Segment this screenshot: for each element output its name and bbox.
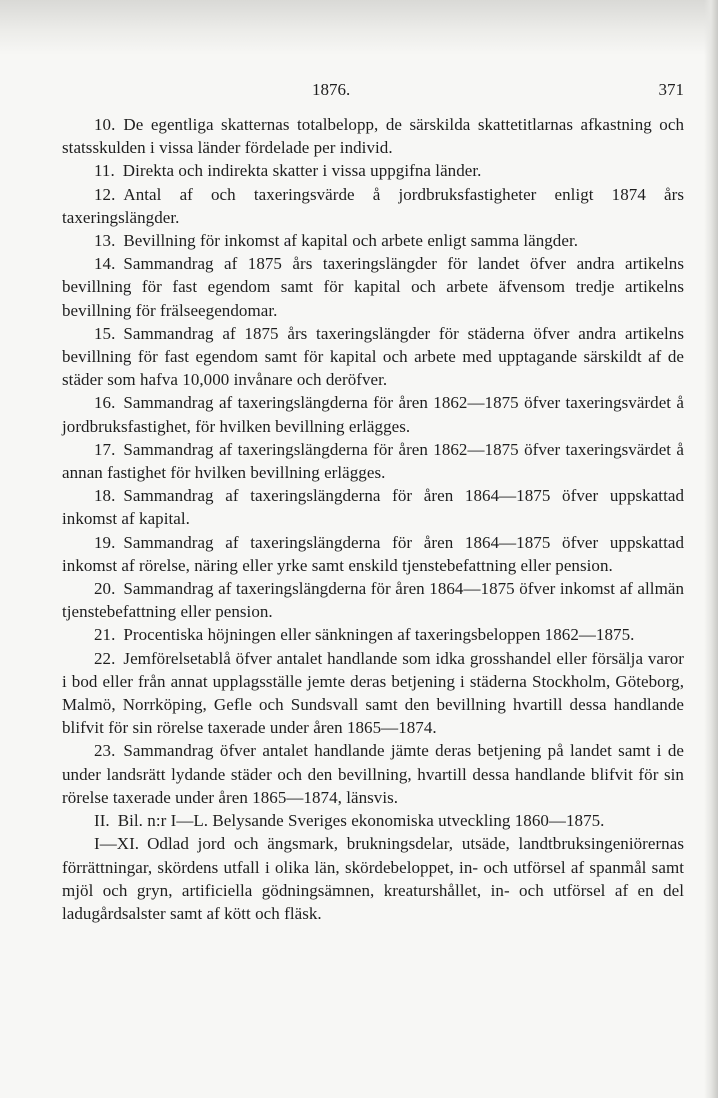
entry-number: 12. (94, 184, 116, 204)
entry-number: 15. (94, 323, 116, 343)
entry-text: Sammandrag af taxeringslängderna för åren 1862—1875 öfver taxeringsvärdet å jordbruksfastighet, för hvilken bevillning erlägges. (62, 393, 684, 436)
list-entry-14 (62, 252, 684, 322)
list-entry-13 (62, 229, 684, 252)
entry-text: Jemförelsetablå öfver antalet handlande som idka grosshandel eller försälja varor i bod eller från annat upplagsställe jemte deras betjening i städerna Stockholm, Göteborg, Malmö, Norrköping, Gefle och Sundsvall samt den bevillning hvartill dessa handlande blifvit för sin rörelse taxerade under åren 1865—1874. (62, 648, 684, 738)
entry-text: Sammandrag af taxeringslängderna för åren 1864—1875 öfver inkomst af allmän tjenstebefattning eller pension. (62, 579, 684, 622)
list-entry-20 (62, 577, 684, 623)
page-edge-shading-top (0, 0, 718, 55)
entry-number: 10. (94, 115, 116, 134)
entry-text: Procentiska höjningen eller sänkningen af taxeringsbeloppen 1862—1875. (123, 625, 635, 645)
entry-number: 19. (94, 532, 116, 552)
list-entry-23 (62, 739, 684, 809)
entry-text: Sammandrag af taxeringslängderna för åren 1864—1875 öfver uppskattad inkomst af rörelse, näring eller yrke samt enskild tjenstebefattning eller pension. (62, 532, 684, 575)
list-entry-22 (62, 647, 684, 740)
list-entry-19 (62, 531, 684, 577)
document-body (62, 113, 684, 925)
entry-number: 16. (94, 393, 116, 413)
section-entry-I-XI (62, 832, 684, 925)
list-entry-11 (62, 159, 684, 182)
list-entry-16 (62, 391, 684, 437)
entry-text: Bil. n:r I—L. Belysande Sveriges ekonomiska utveckling 1860—1875. (117, 811, 605, 831)
list-entry-10 (62, 113, 684, 159)
list-entry-17 (62, 438, 684, 484)
entry-text: Sammandrag af 1875 års taxeringslängder för landet öfver andra artikelns bevillning för fast egendom samt för kapital och arbete äfvensom tredje artikelns bevillning för frälseegendomar. (62, 254, 684, 320)
entry-text: Sammandrag af taxeringslängderna för åren 1862—1875 öfver taxeringsvärdet å annan fastighet för hvilken bevillning erlägges. (62, 439, 684, 483)
entry-number: 18. (94, 486, 116, 506)
list-entry-21 (62, 623, 684, 646)
header-year: 1876. (312, 80, 351, 99)
entry-number: 20. (94, 579, 116, 599)
running-header (62, 80, 684, 104)
entry-text: Sammandrag af taxeringslängderna för åren 1864—1875 öfver uppskattad inkomst af kapital. (62, 486, 684, 529)
entry-number: II. (94, 811, 110, 831)
entry-text: Antal af och taxeringsvärde å jordbruksfastigheter enligt 1874 års taxeringslängder. (62, 184, 684, 227)
entry-number: 22. (94, 648, 116, 668)
entry-number: 23. (94, 741, 116, 761)
entry-text: De egentliga skatternas totalbelopp, de särskilda skattetitlarnas afkastning och statsskulden i vissa länder fördelade per individ. (62, 115, 684, 158)
entry-text: Direkta och indirekta skatter i vissa uppgifna länder. (122, 161, 482, 181)
list-entry-18 (62, 484, 684, 530)
entry-text: Odlad jord och ängsmark, brukningsdelar, utsäde, landtbruksingeniörernas förrättningar, skördens utfall i olika län, skördebeloppet, in- och utförsel af spanmål samt mjöl och gryn, artificiella gödningsämnen, kreaturshållet, in- och utförsel af en del ladugårdsalster samt af kött och fläsk. (62, 834, 684, 923)
entry-text: Bevillning för inkomst af kapital och arbete enligt samma längder. (123, 231, 579, 251)
list-entry-15 (62, 322, 684, 392)
entry-number: 14. (94, 254, 116, 274)
entry-number: 17. (94, 439, 116, 459)
entry-number: I—XI. (94, 834, 140, 854)
section-entry-II (62, 809, 684, 832)
entry-number: 21. (94, 625, 116, 645)
page-number: 371 (658, 80, 684, 99)
entry-text: Sammandrag öfver antalet handlande jämte deras betjening på landet samt i de under landsrätt lydande städer och den bevillning, hvartill dessa handlande blifvit för sin rörelse taxerade under åren 1865—1874, länsvis. (62, 741, 684, 807)
entry-number: 11. (94, 161, 115, 181)
entry-number: 13. (94, 231, 116, 251)
list-entry-12 (62, 183, 684, 229)
entry-text: Sammandrag af 1875 års taxeringslängder för städerna öfver andra artikelns bevillning för fast egendom samt för kapital och arbete med upptagande särskildt af de städer som hafva 10,000 invånare och deröfver. (62, 323, 684, 390)
page-edge-shading-right (704, 0, 718, 1098)
